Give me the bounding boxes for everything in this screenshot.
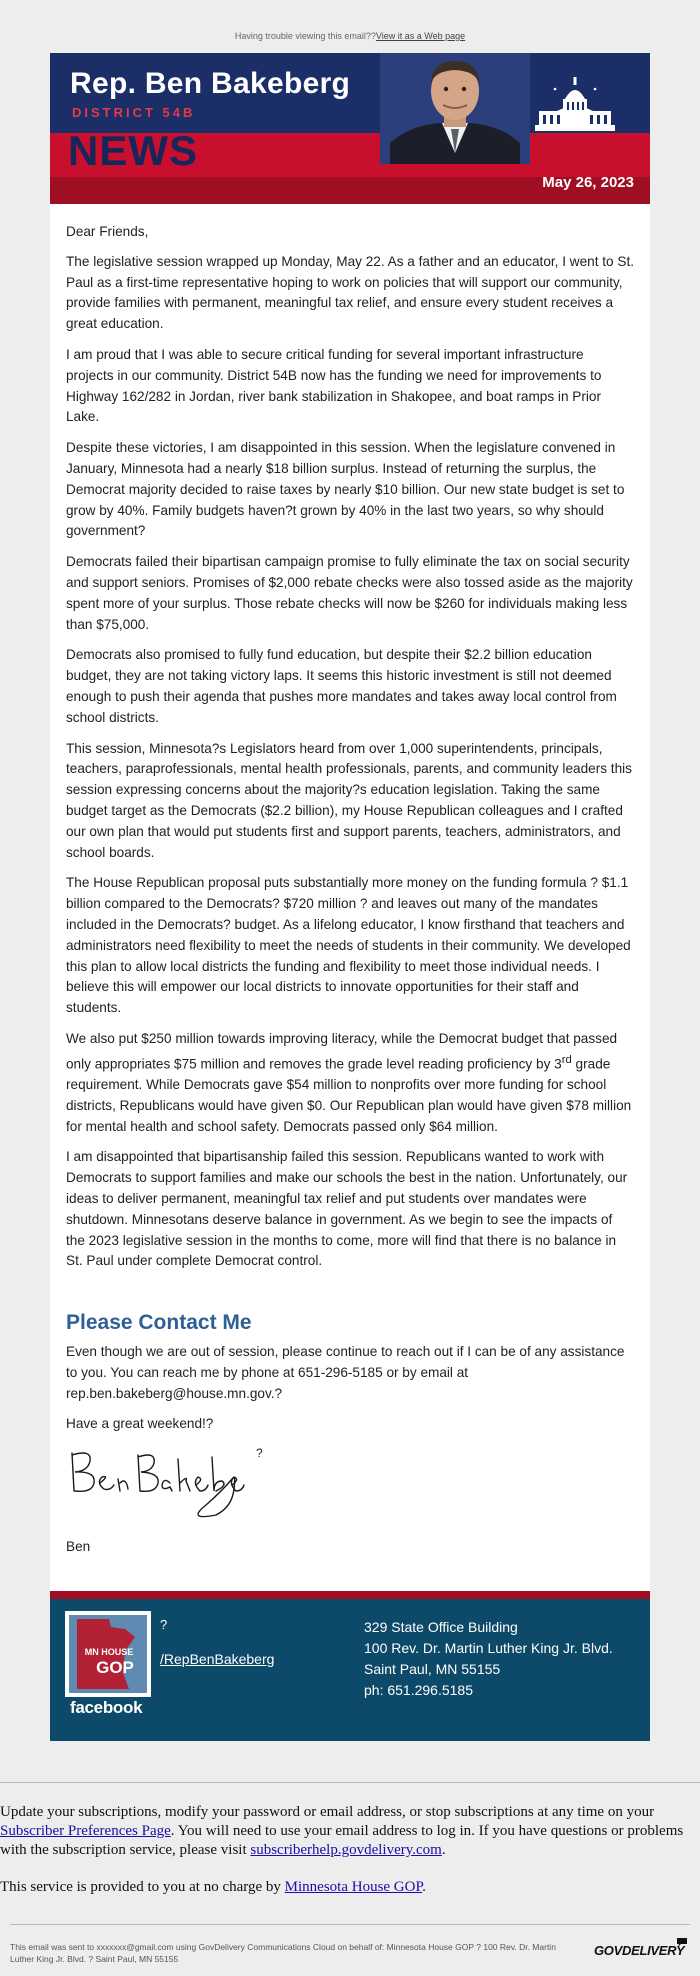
facebook-handle-link[interactable]: /RepBenBakeberg <box>160 1651 275 1667</box>
subscription-info <box>0 1782 700 1915</box>
provider-text-b: . <box>422 1879 426 1895</box>
preheader-text: Having trouble viewing this email?? <box>234 31 376 41</box>
paragraph-rebates: Democrats failed their bipartisan campaign promise to fully eliminate the tax on social security and support seniors. Promises of $2,000 rebate checks were also tossed aside as the majority spent more of your surplus. Those rebate checks will now be $260 for individuals making less than $75,000. <box>66 554 633 632</box>
representative-name: Rep. Ben Bakeberg <box>70 67 351 100</box>
address-line: 100 Rev. Dr. Martin Luther King Jr. Blvd. <box>364 1640 613 1656</box>
address-line: 329 State Office Building <box>364 1619 518 1635</box>
sign-off: Ben <box>66 1539 91 1555</box>
news-label: NEWS <box>68 127 198 174</box>
address-line: Saint Paul, MN 55155 <box>364 1661 501 1677</box>
subscriber-help-link[interactable]: subscriberhelp.govdelivery.com <box>250 1842 442 1858</box>
subscription-text-b: . You will need to use your email address to log in. If you have questions or problems with the subscription service, please visit <box>0 1823 684 1858</box>
gop-logo-line2: GOP <box>96 1658 134 1677</box>
signature-mark: ? <box>256 1446 263 1461</box>
bottom-divider <box>10 1924 690 1925</box>
representative-photo <box>380 53 530 164</box>
provider-text-a: This service is provided to you at no charge by <box>0 1879 285 1895</box>
footer-mark: ? <box>160 1617 168 1632</box>
header-banner <box>50 53 650 204</box>
phone-line: ph: 651.296.5185 <box>364 1682 473 1698</box>
provider-link[interactable]: Minnesota House GOP <box>284 1879 423 1895</box>
contact-text: Even though we are out of session, please continue to reach out if I can be of any assistance to you. You can reach me by phone at 651-296-5185 or by email at rep.ben.bakeberg@house.mn.gov.? <box>66 1343 625 1401</box>
greeting: Dear Friends, <box>66 224 149 239</box>
subscription-text-a: Update your subscriptions, modify your password or email address, or stop subscriptions at any time on your <box>0 1804 655 1820</box>
gop-logo-line1: MN HOUSE <box>84 1647 134 1657</box>
subscriber-preferences-link[interactable]: Subscriber Preferences Page <box>0 1823 171 1839</box>
speech-bubble-icon <box>676 1937 688 1947</box>
footer-divider <box>50 1591 650 1599</box>
signature-image <box>66 1445 256 1527</box>
paragraph-literacy <box>66 1029 634 1138</box>
paragraph-house-proposal: The House Republican proposal puts substantially more money on the funding formula ? $1.1 billion compared to the Democrats? $720 million ? and leaves out many of the mandates included in the Democrats? budget. As a lifelong educator, I know firsthand that teachers and administrators need flexibility to meet the needs of students in their community. We developed this plan to allow local districts the funding and flexibility to meet those individual needs. I believe this will empower our local districts to innovate opportunities for their staff and students. <box>66 875 631 1016</box>
paragraph-legislators: This session, Minnesota?s Legislators heard from over 1,000 superintendents, principals, teachers, paraprofessionals, mental health professionals, parents, and community leaders this session expressing concerns about the majority?s education legislation. Taking the same budget target as the Democrats ($2.2 billion), my House Republican colleagues and I crafted our own plan that would put students first and support parents, teachers, administrators, and school boards. <box>66 740 632 860</box>
paragraph-surplus: Despite these victories, I am disappointed in this session. When the legislature convened in January, Minnesota had a nearly $18 billion surplus. Instead of returning the surplus, the Democrat majority decided to raise taxes by nearly $10 billion. Our new state budget is set to grow by 40%. Family budgets haven?t grown by 40% in the last two years, so why should government? <box>66 440 625 539</box>
email-container <box>50 53 650 1741</box>
signature <box>66 1445 634 1525</box>
subscription-text-c: . <box>441 1842 446 1858</box>
preheader <box>0 0 700 53</box>
newsletter-body <box>50 204 650 1591</box>
paragraph-session: The legislative session wrapped up Monday, May 22. As a father and an educator, I went to St. Paul as a first-time representative hoping to work on policies that will support our community, provide families with permanent, meaningful tax relief, and ensure every student receives a great education. <box>66 253 634 332</box>
office-address <box>364 1617 613 1701</box>
issue-date: May 26, 2023 <box>542 174 634 191</box>
capitol-building-icon <box>535 75 615 137</box>
literacy-text-1: We also put $250 million towards improving literacy, while the Democrat budget that passed only appropriates $75 million and removes the grade level reading proficiency by 3 <box>66 1030 618 1072</box>
contact-heading: Please Contact Me <box>66 1311 252 1335</box>
facebook-wordmark[interactable]: facebook <box>70 1698 143 1717</box>
subscription-text <box>0 1803 700 1860</box>
district-label: DISTRICT 54B <box>72 105 196 120</box>
literacy-superscript: rd <box>561 1053 572 1066</box>
paragraph-education-budget: Democrats also promised to fully fund education, but despite their $2.2 billion education budget, they are not taking victory laps. It seems this historic investment is still not deemed enough to push their agenda that pushes more mandates and takes away local control from school districts. <box>66 647 617 725</box>
web-page-link[interactable]: View it as a Web page <box>375 31 466 41</box>
govdelivery-logo[interactable]: GOVDELIVERY <box>594 1943 685 1958</box>
legal-note: This email was sent to xxxxxxx@gmail.com using GovDelivery Communications Cloud on behalf of: Minnesota House GOP ? 100 Rev. Dr. Martin Luther King Jr. Blvd. ? Saint Paul, MN 55155 <box>10 1942 556 1964</box>
newsletter-footer <box>50 1599 650 1741</box>
literacy-text-2: grade requirement. While Democrats gave $54 million to nonprofits over more funding for school districts, Republicans would have given $0. Our Republican plan would have given $78 million for mental health and school safety. Democrats passed only $64 million. <box>66 1056 632 1134</box>
paragraph-closing: I am disappointed that bipartisanship failed this session. Republicans wanted to work with Democrats to support families and make our schools the best in the nation. Unfortunately, our ideas to deliver permanent, meaningful tax relief and put students over mandates were shutdown. Minnesotans deserve balance in government. As we begin to see the impacts of the 2023 legislative session in the months to come, more will find that there is no balance in St. Paul under complete Democrat control. <box>66 1149 628 1269</box>
weekend-note: Have a great weekend!? <box>66 1416 214 1432</box>
provider-text <box>0 1878 700 1897</box>
paragraph-funding: I am proud that I was able to secure critical funding for several important infrastructure projects in our community. District 54B now has the funding we need for improvements to Highway 162/282 in Jordan, river bank stabilization in Shakopee, and boat ramps in Prior Lake. <box>66 346 602 425</box>
